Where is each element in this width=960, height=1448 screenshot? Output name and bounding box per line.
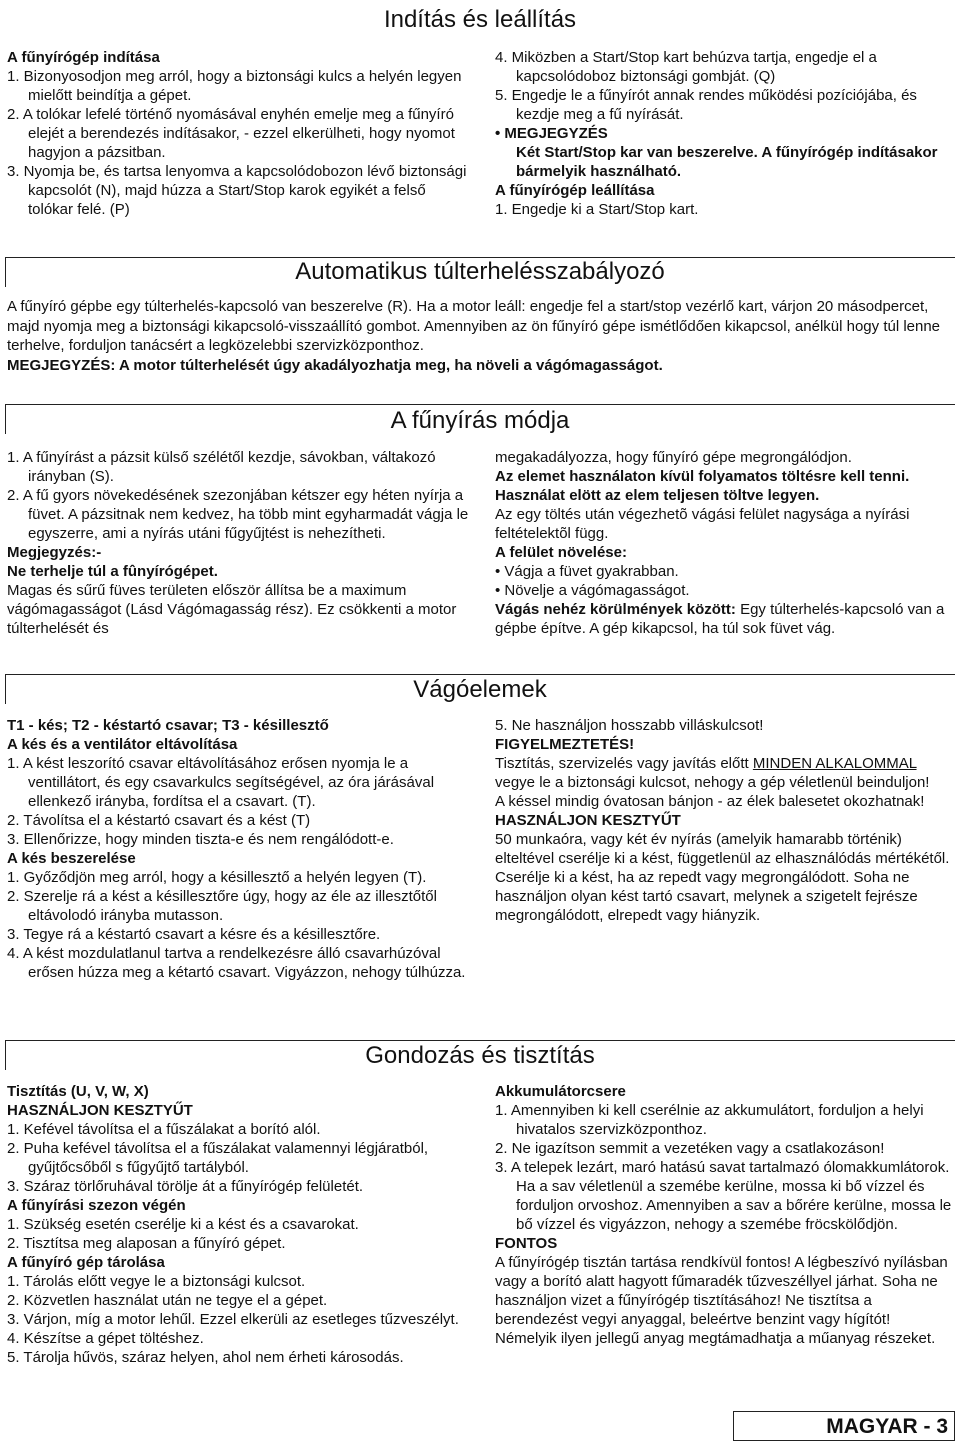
list-item: 3. Száraz törlőruhával törölje át a fűnyírógép felületét. [7,1178,364,1195]
list-item: 1. Amennyiben ki kell cserélnie az akkumulátort, forduljon a helyi hivatalos szervizközponthoz. [495,1102,924,1138]
bold-lead: Vágás nehéz körülmények között: [495,601,736,618]
gondozas-left-column [7,1082,469,1367]
paragraph-text: Egy túlterhelés-kapcsoló van a gépbe építve. A gép kikapcsol, ha túl sok füvet vág. [495,601,945,637]
subheading: HASZNÁLJON KESZTYŰT [495,812,681,829]
auto-note: MEGJEGYZÉS: A motor túlterhelését úgy akadályozhatja meg, ha növeli a vágómagasságot. [7,356,663,374]
list-item: 2. Tisztítsa meg alaposan a fűnyíró gépet. [7,1235,286,1252]
subheading: Akkumulátorcsere [495,1083,626,1100]
subheading: HASZNÁLJON KESZTYŰT [7,1102,193,1119]
subheading: FIGYELMEZTETÉS! [495,736,635,753]
list-item: 2. A tolókar lefelé történő nyomásával enyhén emelje meg a fűnyíró elejét a berendezés indításakor, - ezzel elkerülheti, hogy nyomot hagyjon a pázsitban. [7,106,455,161]
paragraph: A fűnyírógép tisztán tartása rendkívül fontos! A légbeszívó nyílásban vagy a borító alatt hagyott fűmaradék tűzveszéllyel járhat. Soha ne használjon vizet a fűnyírógép tisztításához! Ne tisztítsa a berendezést vegyi anyaggal, beleértve benzint vagy hígítót! Némelyik ilyen jellegű anyag megtámadhatja a műanyag részeket. [495,1254,948,1347]
paragraph: 50 munkaóra, vagy két év nyírás (amelyik hamarabb történik) elteltével cserélje ki a kést, függetlenül az elhasználódás mértékétől. [495,831,950,867]
auto-body [7,297,953,375]
list-item: 2. Távolítsa el a késtartó csavart és a kést (T) [7,812,311,829]
subheading: A fűnyíró gép tárolása [7,1254,165,1271]
bullet-item: • Vágja a füvet gyakrabban. [495,563,679,580]
subheading: A felület növelése: [495,544,627,561]
warning-fragment: vegye le a biztonsági kulcsot, nehogy a gép véletlenül beinduljon! [495,774,930,791]
divider-line [5,404,955,405]
list-item: 1. Bizonyosodjon meg arról, hogy a biztonsági kulcs a helyén legyen mielőtt beindítja a gépet. [7,68,462,104]
inditas-right-column [495,48,955,219]
section-title-nyiras: A fűnyírás módja [390,407,570,434]
paragraph: Magas és sűrű füves területen először állítsa be a maximum vágómagasságot (Lásd Vágómagasság rész). Ez csökkenti a motor túlterhelését és [7,582,457,637]
underlined-text: MINDEN ALKALOMMAL [752,755,917,772]
list-item: 4. Készítse a gépet töltéshez. [7,1330,204,1347]
list-item: 2. Puha kefével távolítsa el a fűszálakat valamennyi légjáratból, gyűjtőcsőből s fűgyűjtő tartályból. [7,1140,429,1176]
list-item: 3. Nyomja be, és tartsa lenyomva a kapcsolódobozon lévő biztonsági kapcsolót (N), majd húzza a Start/Stop karok egyikét a felső tolókar felé. (P) [7,163,467,218]
subheading: A fűnyírási szezon végén [7,1197,186,1214]
list-item: 2. Szerelje rá a kést a késillesztőre úgy, hogy az éle az illesztőtől eltávolodó irányba mutasson. [7,888,437,924]
auto-text: A fűnyíró gépbe egy túlterhelés-kapcsoló van beszerelve (R). Ha a motor leáll: engedje fel a start/stop vezérlő kart, várjon 20 másodpercet, majd nyomja meg a biztonsági kikapcsoló-visszaállító gombot. Amennyiben az ön fűnyíró gépe ismétlődően kikapcsol, anélkül hogy túl lenne terhelve, forduljon tanácsért a legközelebbi szervizközponthoz. [7,298,941,354]
bullet-item: • Növelje a vágómagasságot. [495,582,690,599]
paragraph: Az egy töltés után végezhetõ vágási felület nagysága a nyírási feltételektõl függ. [495,506,910,542]
section-title-vagoelemek: Vágóelemek [413,676,547,703]
list-item: 1. Győződjön meg arról, hogy a késillesztő a helyén legyen (T). [7,869,427,886]
subheading: Az elemet használaton kívül folyamatos töltésre kell tenni. Használat elött az elem teljesen töltve legyen. [495,468,910,504]
subheading: A kés beszerelése [7,850,136,867]
list-item: 1. Szükség esetén cserélje ki a kést és a csavarokat. [7,1216,359,1233]
subheading: A kés és a ventilátor eltávolítása [7,736,238,753]
nyiras-right-column [495,448,955,638]
warning-text [495,754,955,792]
list-item: 2. A fű gyors növekedésének szezonjában kétszer egy héten nyírja a füvet. A pázsitnak nem kedvez, ha több mint egyharmadát vágja le egyszerre, ami a nyírás utáni fűgyűjtést is nehezítheti. [7,487,469,542]
section-title-auto: Automatikus túlterhelésszabályozó [295,258,665,285]
subheading: T1 - kés; T2 - késtartó csavar; T3 - késillesztő [7,717,329,734]
subheading: A fűnyírógép leállítása [495,182,655,199]
paragraph [495,600,955,638]
list-item: 4. A kést mozdulatlanul tartva a rendelkezésre álló csavarhúzóval erősen húzza meg a kétartó csavart. Vigyázzon, nehogy túlhúzza. [7,945,466,981]
divider-line [5,674,955,675]
list-item: 3. Tegye rá a késtartó csavart a késre és a késillesztőre. [7,926,381,943]
subheading: A fűnyírógép indítása [7,49,160,66]
page-footer: MAGYAR - 3 [733,1411,955,1441]
list-item: 3. Ellenőrizze, hogy minden tiszta-e és nem rengálódott-e. [7,831,394,848]
list-item: 1. A kést leszorító csavar eltávolításához erősen nyomja le a ventillátort, és egy csavarkulcs segítségével, az óra járásával ellenkező irányba, fordítsa el a csavart. (T). [7,755,435,810]
section-title-gondozas: Gondozás és tisztítás [365,1042,595,1069]
inditas-left-column [7,48,467,219]
list-item: 3. A telepek lezárt, maró hatású savat tartalmazó ólomakkumlátorok. Ha a sav véletlenül a szemébe kerülne, mossa ki bő vízzel és forduljon orvoshoz. Amennyiben a sav a bőrére kerülne, mossa le bő vízzel és vigyázzon, nehogy a szemébe fröcskölődjön. [495,1159,952,1233]
note-heading: • MEGJEGYZÉS [495,125,608,142]
list-item: 5. Tárolja hűvös, száraz helyen, ahol nem érheti károsodás. [7,1349,404,1366]
subheading: Tisztítás (U, V, W, X) [7,1083,149,1100]
paragraph: 5. Ne használjon hosszabb villáskulcsot! [495,717,764,734]
list-item: 2. Közvetlen használat után ne tegye el a gépet. [7,1292,328,1309]
note-text: Két Start/Stop kar van beszerelve. A fűnyírógép indításakor bármelyik használható. [516,144,938,180]
list-item: 2. Ne igazítson semmit a vezetéken vagy a csatlakozáson! [495,1140,885,1157]
warning-fragment: Tisztítás, szervizelés vagy javítás előtt [495,755,753,772]
paragraph: A késsel mindig óvatosan bánjon - az élek balesetet okozhatnak! [495,793,925,810]
list-item: 1. A fűnyírást a pázsit külső szélétől kezdje, sávokban, váltakozó irányban (S). [7,449,436,485]
list-item: 1. Tárolás előtt vegye le a biztonsági kulcsot. [7,1273,306,1290]
paragraph: megakadályozza, hogy fűnyíró gépe megrongálódjon. [495,449,852,466]
paragraph: 1. Engedje ki a Start/Stop kart. [495,201,699,218]
subheading: Ne terhelje túl a fûnyírógépet. [7,563,218,580]
divider-line [5,1040,955,1041]
list-item: 3. Várjon, míg a motor lehűl. Ezzel elkerüli az esetleges tűzveszélyt. [7,1311,459,1328]
gondozas-right-column [495,1082,955,1348]
vagoelemek-right-column [495,716,955,925]
list-item: 4. Miközben a Start/Stop kart behúzva tartja, engedje el a kapcsolódoboz biztonsági gombját. (Q) [495,49,877,85]
subheading: FONTOS [495,1235,558,1252]
section-title-inditas: Indítás és leállítás [383,6,577,33]
vagoelemek-left-column [7,716,469,982]
list-item: 1. Kefével távolítsa el a fűszálakat a borító alól. [7,1121,321,1138]
nyiras-left-column [7,448,469,638]
paragraph: Cserélje ki a kést, ha az repedt vagy megrongálódott. Soha ne használjon olyan kést tartó csavart, melynek a szigetelt fejrésze megrongálódott, elrepedt vagy hiányzik. [495,869,918,924]
list-item: 5. Engedje le a fűnyírót annak rendes működési pozíciójába, és kezdje meg a fű nyírását. [495,87,917,123]
subheading: Megjegyzés:- [7,544,102,561]
